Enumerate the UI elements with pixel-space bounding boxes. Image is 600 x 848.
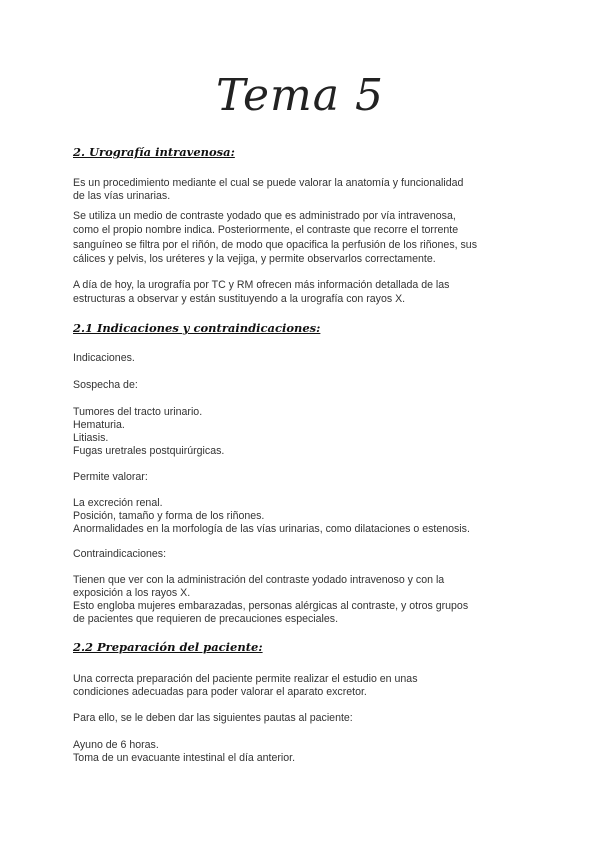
text-line: Permite valorar:	[73, 471, 148, 483]
text-line: de pacientes que requieren de precauciones especiales.	[73, 613, 339, 625]
text-line: Toma de un evacuante intestinal el día anterior.	[73, 752, 296, 764]
text-line: Ayuno de 6 horas.	[73, 739, 159, 751]
text-line: Para ello, se le deben dar las siguientes pautas al paciente:	[73, 712, 353, 724]
text-line: Sospecha de:	[73, 379, 138, 391]
text-line: Una correcta preparación del paciente permite realizar el estudio en unas	[73, 673, 418, 685]
text-line: Es un procedimiento mediante el cual se puede valorar la anatomía y funcionalidad	[73, 177, 464, 189]
text-line: exposición a los rayos X.	[73, 587, 191, 599]
text-line: Posición, tamaño y forma de los riñones.	[73, 510, 265, 522]
text-line: estructuras a observar y están sustituyendo a la urografía con rayos X.	[73, 293, 406, 305]
text-line: Tienen que ver con la administración del contraste yodado intravenoso y con la	[73, 574, 445, 586]
text-line: Esto engloba mujeres embarazadas, personas alérgicas al contraste, y otros grupos	[73, 600, 469, 612]
text-line: A día de hoy, la urografía por TC y RM ofrecen más información detallada de las	[73, 279, 450, 291]
text-line: Fugas uretrales postquirúrgicas.	[73, 445, 225, 457]
text-line: cálices y pelvis, los uréteres y la vejiga, y permite observarlos correctamente.	[73, 253, 436, 265]
section-heading: 2.2 Preparación del paciente:	[73, 640, 263, 654]
text-line: Anormalidades en la morfología de las vías urinarias, como dilataciones o estenosis.	[73, 523, 470, 535]
text-line: Hematuria.	[73, 419, 125, 431]
text-line: Se utiliza un medio de contraste yodado que es administrado por vía intravenosa,	[73, 210, 456, 222]
text-line: Contraindicaciones:	[73, 548, 167, 560]
text-line: sanguíneo se filtra por el riñón, de modo que opacifica la perfusión de los riñones, sus	[73, 239, 477, 251]
text-line: Litiasis.	[73, 432, 109, 444]
section-heading: 2. Urografía intravenosa:	[73, 145, 235, 159]
text-line: La excreción renal.	[73, 497, 163, 509]
text-line: Tumores del tracto urinario.	[73, 406, 203, 418]
text-line: de las vías urinarias.	[73, 190, 171, 202]
text-line: como el propio nombre indica. Posteriormente, el contraste que recorre el torrente	[73, 224, 459, 236]
text-line: Indicaciones.	[73, 352, 135, 364]
section-heading: 2.1 Indicaciones y contraindicaciones:	[73, 321, 321, 335]
text-line: condiciones adecuadas para poder valorar el aparato excretor.	[73, 686, 367, 698]
document-title: Tema 5	[216, 70, 384, 121]
